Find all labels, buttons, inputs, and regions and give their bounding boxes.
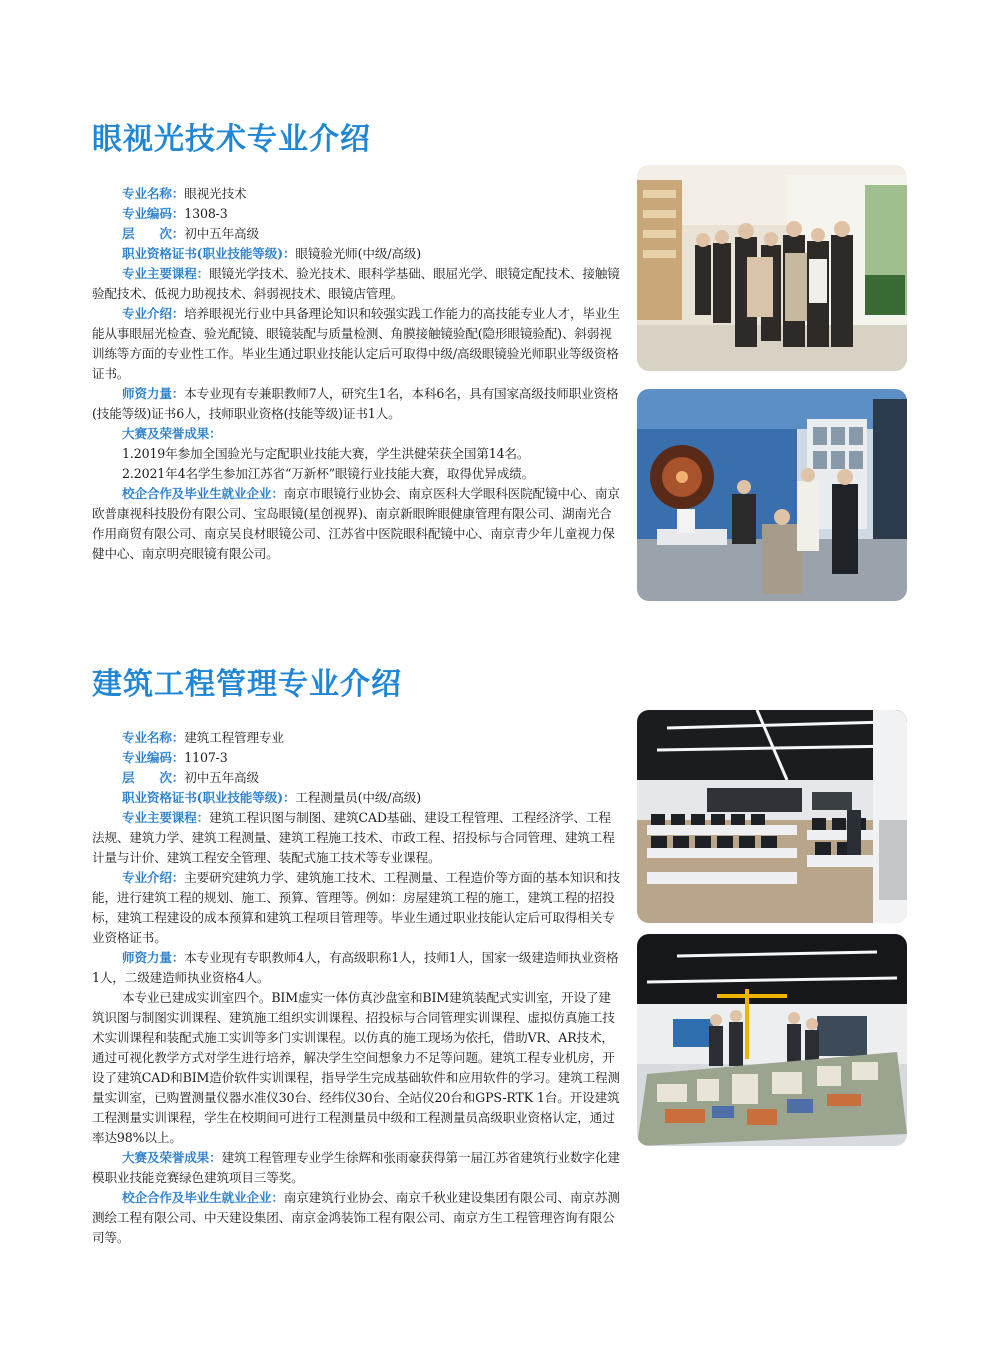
label: 师资力量：: [122, 950, 185, 965]
value: 初中五年高级: [184, 770, 259, 785]
section-title-optometry: 眼视光技术专业介绍: [92, 122, 371, 157]
awards-paragraph: [92, 1148, 620, 1188]
value: 建筑工程识图与制图、建筑CAD基础、建设工程管理、工程经济学、工程法规、建筑力学、建筑工程测量、建筑工程施工技术、市政工程、招投标与合同管理、建筑工程计量与计价、建筑工程安全管理、装配式施工技术等专业课程。: [92, 810, 615, 865]
value: 1308-3: [184, 206, 228, 221]
optometry-text: [92, 184, 620, 564]
certificate-row: [92, 244, 620, 264]
major-code-row: [92, 204, 620, 224]
label: 专业主要课程：: [122, 810, 210, 825]
label: 师资力量：: [122, 386, 185, 401]
value: 本专业现有专兼职教师7人，研究生1名，本科6名，具有国家高级技师职业资格(技能等级)证书6人，技师职业资格(技能等级)证书1人。: [92, 386, 619, 421]
awards-heading: [92, 424, 620, 444]
label: 专业介绍：: [122, 306, 185, 321]
label: 层 次：: [122, 770, 185, 785]
label: 大赛及荣誉成果：: [122, 426, 222, 441]
value: 眼镜验光师(中级/高级): [295, 246, 422, 261]
major-name-row: [92, 184, 620, 204]
optometry-lab-photo: [637, 389, 907, 601]
value: 眼镜光学技术、验光技术、眼科学基础、眼屈光学、眼镜定配技术、接触镜验配技术、低视力助视技术、斜弱视技术、眼镜店管理。: [92, 266, 620, 301]
value: 眼视光技术: [184, 186, 247, 201]
level-row: [92, 768, 620, 788]
faculty-paragraph: [92, 948, 620, 988]
eyewear-store-group-photo: [637, 165, 907, 371]
value: 建筑工程管理专业: [184, 730, 284, 745]
label: 层 次：: [122, 226, 185, 241]
cooperation-paragraph: [92, 1188, 620, 1248]
label: 专业介绍：: [122, 870, 185, 885]
intro-paragraph: [92, 304, 620, 384]
label: 专业编码：: [122, 750, 185, 765]
label: 大赛及荣誉成果：: [122, 1150, 222, 1165]
label: 专业编码：: [122, 206, 185, 221]
level-row: [92, 224, 620, 244]
label: 专业主要课程：: [122, 266, 210, 281]
faculty-paragraph: [92, 384, 620, 424]
construction-text: [92, 728, 620, 1248]
label: 职业资格证书(职业技能等级)：: [122, 790, 296, 805]
major-code-row: [92, 748, 620, 768]
courses-paragraph: [92, 264, 620, 304]
value: 工程测量员(中级/高级): [295, 790, 422, 805]
label: 专业名称：: [122, 730, 185, 745]
value: 1107-3: [184, 750, 228, 765]
major-name-row: [92, 728, 620, 748]
value: 本专业现有专职教师4人，有高级职称1人，技师1人，国家一级建造师执业资格1人，二级建造师执业资格4人。: [92, 950, 619, 985]
label: 职业资格证书(职业技能等级)：: [122, 246, 296, 261]
cooperation-paragraph: [92, 484, 620, 564]
value: 南京市眼镜行业协会、南京医科大学眼科医院配镜中心、南京欧普康视科技股份有限公司、宝岛眼镜(星创视界)、南京新眼眸眼健康管理有限公司、湖南光合作用商贸有限公司、南京吴良材眼镜公司、江苏省中医院眼科配镜中心、南京青少年儿童视力保健中心、南京明亮眼镜有限公司。: [92, 486, 620, 561]
award-item: 1.2019年参加全国验光与定配职业技能大赛，学生洪健荣获全国第14名。: [122, 446, 530, 461]
value: 南京建筑行业协会、南京千秋业建设集团有限公司、南京苏测测绘工程有限公司、中天建设集团、南京金鸿装饰工程有限公司、南京方生工程管理咨询有限公司等。: [92, 1190, 620, 1245]
training-paragraph: 本专业已建成实训室四个。BIM虚实一体仿真沙盘室和BIM建筑装配式实训室，开设了建筑识图与制图实训课程、建筑施工组织实训课程、招投标与合同管理实训课程、虚拟仿真施工技术实训课程和装配式施工实训等多门实训课程。以仿真的施工现场为依托，借助VR、AR技术，通过可视化教学方式对学生进行培养，解决学生空间想象力不足等问题。建筑工程专业机房，开设了建筑CAD和BIM造价软件实训课程，指导学生完成基础软件和应用软件的学习。建筑工程测量实训室，已购置测量仪器水准仪30台、经纬仪30台、全站仪20台和GPS-RTK 1台。开设建筑工程测量实训课程，学生在校期间可进行工程测量员中级和工程测量员高级职业资格认定，通过率达98%以上。: [92, 990, 620, 1145]
value: 主要研究建筑力学、建筑施工技术、工程测量、工程造价等方面的基本知识和技能，进行建筑工程的规划、施工、预算、管理等。例如：房屋建筑工程的施工，建筑工程的招投标，建筑工程建设的成本预算和建筑工程项目管理等。毕业生通过职业技能认定后可取得相关专业资格证书。: [92, 870, 620, 945]
label: 校企合作及毕业生就业企业：: [122, 486, 284, 501]
section-title-construction: 建筑工程管理专业介绍: [92, 667, 402, 702]
computer-lab-photo: [637, 710, 907, 923]
value: 培养眼视光行业中具备理论知识和较强实践工作能力的高技能专业人才，毕业生能从事眼屈光检查、验光配镜、眼镜装配与质量检测、角膜接触镜验配(隐形眼镜验配)、斜弱视训练等方面的专业性工作。毕业生通过职业技能认定后可取得中级/高级眼镜验光师职业等级资格证书。: [92, 306, 620, 381]
courses-paragraph: [92, 808, 620, 868]
value: 建筑工程管理专业学生徐辉和张雨豪获得第一届江苏省建筑行业数字化建模职业技能竞赛绿色建筑项目三等奖。: [92, 1150, 620, 1185]
label: 校企合作及毕业生就业企业：: [122, 1190, 284, 1205]
certificate-row: [92, 788, 620, 808]
construction-sandtable-photo: [637, 934, 907, 1146]
award-item: 2.2021年4名学生参加江苏省“万新杯”眼镜行业技能大赛，取得优异成绩。: [122, 466, 535, 481]
label: 专业名称：: [122, 186, 185, 201]
value: 初中五年高级: [184, 226, 259, 241]
intro-paragraph: [92, 868, 620, 948]
